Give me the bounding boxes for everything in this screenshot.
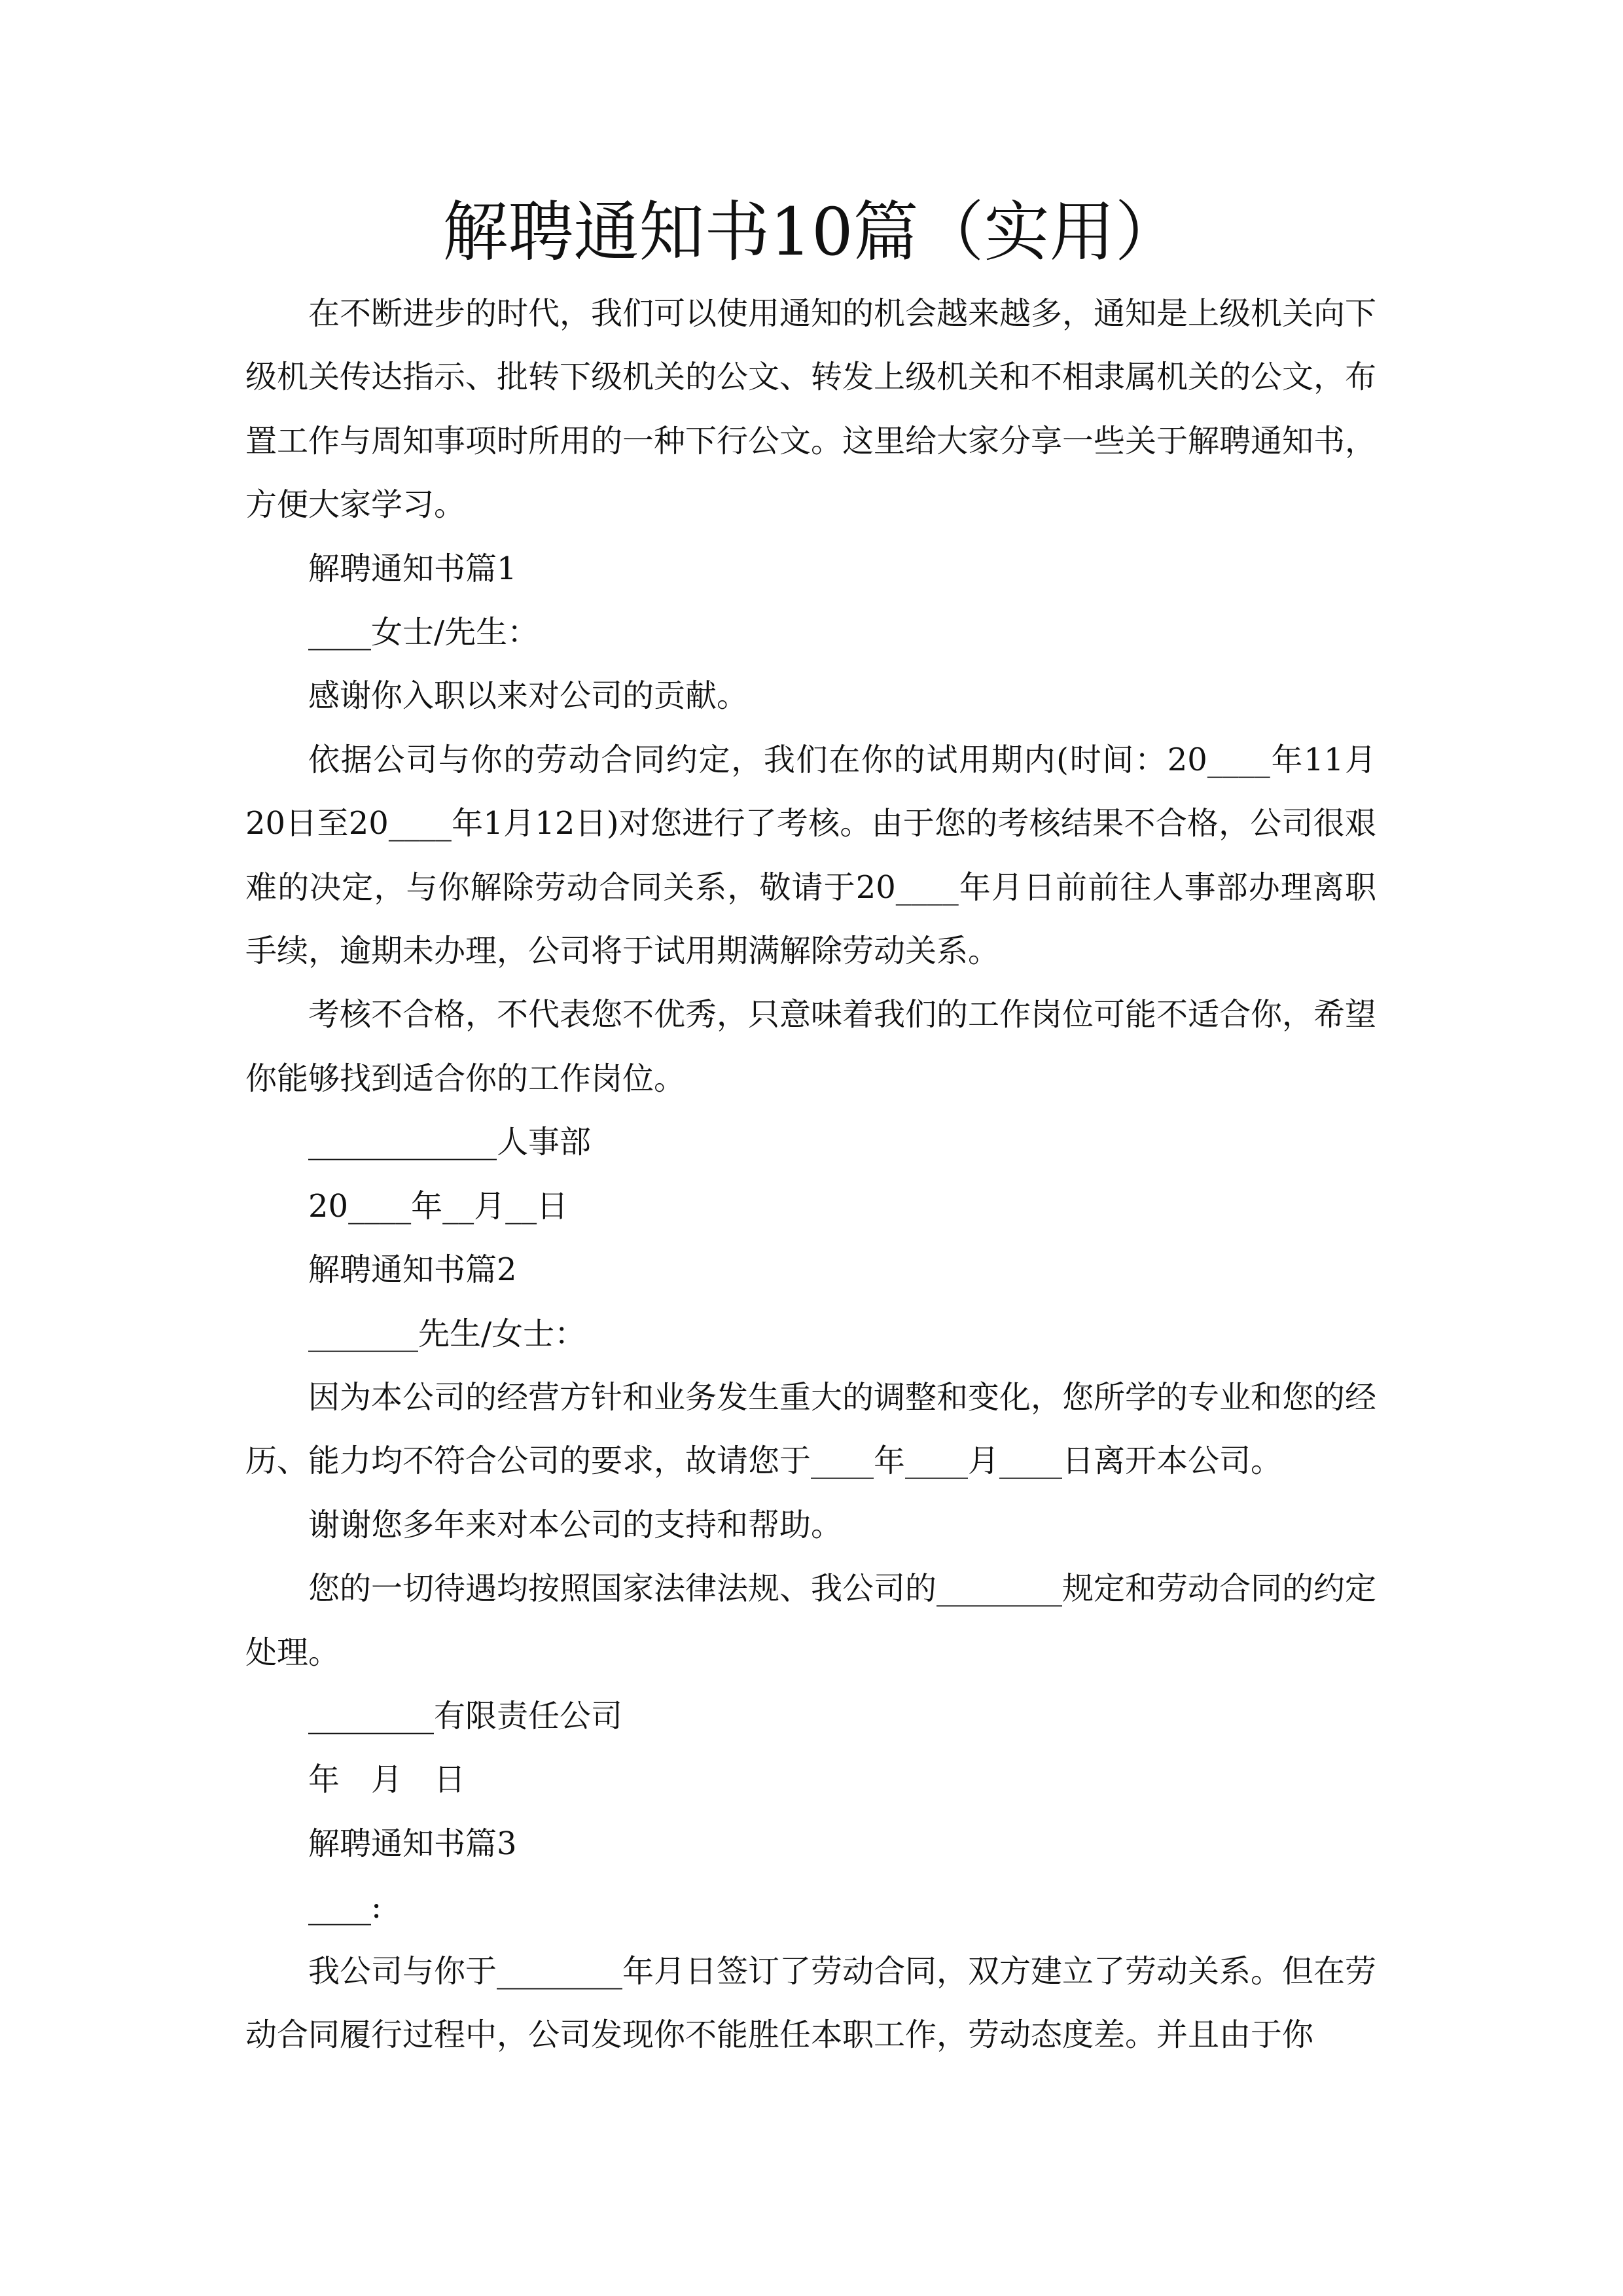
paragraph: 依据公司与你的劳动合同约定，我们在你的试用期内(时间：20____年11月20日至20____年1月12日)对您进行了考核。由于您的考核结果不合格，公司很艰难的决定，与你解除劳动合同关系，敬请于20____年月日前前往人事部办理离职手续，逾期未办理，公司将于试用期满解除劳动关系。 — [245, 741, 1376, 970]
paragraph: 考核不合格，不代表您不优秀，只意味着我们的工作岗位可能不适合你，希望你能够找到适合你的工作岗位。 — [245, 996, 1377, 1097]
paragraph: 您的一切待遇均按照国家法律法规、我公司的________规定和劳动合同的约定处理。 — [245, 1570, 1377, 1671]
document-body — [245, 282, 1376, 2067]
paragraph: 感谢你入职以来对公司的贡献。 — [308, 677, 749, 715]
salutation: ____女士/先生： — [308, 614, 539, 651]
paragraph: 谢谢您多年来对本公司的支持和帮助。 — [308, 1506, 843, 1543]
intro-paragraph: 在不断进步的时代，我们可以使用通知的机会越来越多，通知是上级机关向下级机关传达指示、批转下级机关的公文、转发上级机关和不相隶属机关的公文，布置工作与周知事项时所用的一种下行公文。这里给大家分享一些关于解聘通知书，方便大家学习。 — [245, 295, 1377, 524]
paragraph: 我公司与你于________年月日签订了劳动合同，双方建立了劳动关系。但在劳动合同履行过程中，公司发现你不能胜任本职工作，劳动态度差。并且由于你 — [245, 1952, 1377, 2053]
salutation: ____: — [308, 1889, 382, 1926]
date-line: 20____年__月__日 — [308, 1187, 569, 1225]
salutation: _______先生/女士： — [308, 1315, 586, 1352]
date-line: 年 月 日 — [308, 1761, 466, 1799]
section-heading-1: 解聘通知书篇1 — [308, 550, 517, 587]
signature-line: ____________人事部 — [308, 1124, 592, 1161]
document-title: 解聘通知书10篇（实用） — [442, 194, 1181, 270]
section-heading-2: 解聘通知书篇2 — [308, 1251, 517, 1289]
signature-line: ________有限责任公司 — [308, 1697, 623, 1734]
section-heading-3: 解聘通知书篇3 — [308, 1825, 517, 1862]
paragraph: 因为本公司的经营方针和业务发生重大的调整和变化，您所学的专业和您的经历、能力均不符合公司的要求，故请您于____年____月____日离开本公司。 — [245, 1378, 1377, 1480]
